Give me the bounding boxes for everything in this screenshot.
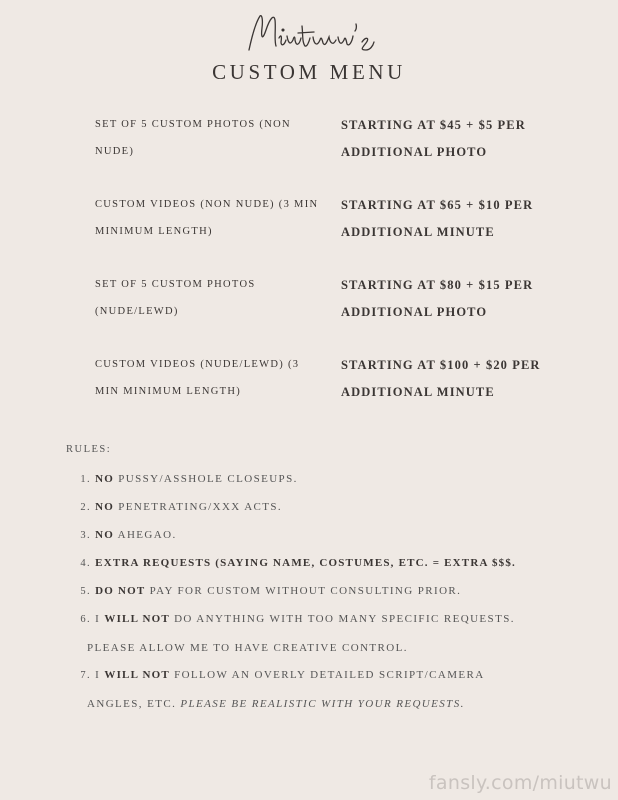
rule-item: [74, 493, 564, 522]
rule-emphasis: WILL NOT: [104, 613, 170, 625]
watermark: fansly.com/miutwu: [428, 772, 612, 794]
rule-text: PUSSY/ASSHOLE CLOSEUPS.: [114, 473, 298, 485]
rule-number: 5.: [80, 586, 91, 597]
rule-item: [74, 521, 564, 550]
rule-emphasis: WILL NOT: [104, 669, 170, 681]
rule-prefix: I: [95, 669, 105, 681]
rule-prefix: I: [95, 613, 105, 625]
rule-number: 3.: [80, 530, 91, 541]
rule-text: FOLLOW AN OVERLY DETAILED SCRIPT/CAMERA: [169, 669, 485, 681]
rule-item: [74, 577, 564, 606]
menu-item-name: SET OF 5 CUSTOM PHOTOS (NON NUDE): [95, 119, 291, 157]
rule-number: 1.: [80, 474, 91, 485]
rule-emphasis: NO: [95, 473, 115, 485]
rule-continuation-text: ANGLES, ETC.: [87, 698, 181, 710]
menu-item-name: SET OF 5 CUSTOM PHOTOS (NUDE/LEWD): [95, 279, 256, 317]
rule-number: 2.: [80, 502, 91, 513]
rules-heading: RULES:: [66, 444, 112, 455]
rule-emphasis: NO: [95, 529, 115, 541]
rule-text: DO ANYTHING WITH TOO MANY SPECIFIC REQUESTS.: [169, 613, 515, 625]
rule-emphasis: DO NOT: [95, 585, 146, 597]
rule-item: [74, 661, 564, 718]
rule-text: AHEGAO.: [114, 529, 177, 541]
menu-item-price: STARTING AT $80 + $15 PER ADDITIONAL PHOTO: [341, 278, 534, 319]
rule-italic-note: PLEASE BE REALISTIC WITH YOUR REQUESTS.: [180, 698, 465, 710]
menu-item-name: CUSTOM VIDEOS (NON NUDE) (3 MIN MINIMUM LENGTH): [95, 199, 319, 237]
menu-item-price: STARTING AT $100 + $20 PER ADDITIONAL MINUTE: [341, 358, 541, 399]
menu-item-name: CUSTOM VIDEOS (NUDE/LEWD) (3 MIN MINIMUM LENGTH): [95, 359, 300, 397]
rule-text: PENETRATING/XXX ACTS.: [114, 501, 283, 513]
page-title: CUSTOM MENU: [212, 60, 406, 84]
rule-number: 6.: [80, 614, 91, 625]
signature-logo: [0, 6, 618, 60]
rule-item: [74, 605, 564, 662]
rule-text: PAY FOR CUSTOM WITHOUT CONSULTING PRIOR.: [145, 585, 462, 597]
rule-emphasis: NO: [95, 501, 115, 513]
rule-item: [74, 549, 564, 578]
rule-number: 4.: [80, 558, 91, 569]
rule-continuation: PLEASE ALLOW ME TO HAVE CREATIVE CONTROL.: [87, 642, 408, 654]
signature-text: Miutwu's: [307, 58, 311, 59]
rule-continuation: [74, 690, 564, 718]
rule-emphasis: EXTRA REQUESTS (SAYING NAME, COSTUMES, ETC. = EXTRA $$$.: [95, 557, 517, 569]
menu-item-price: STARTING AT $65 + $10 PER ADDITIONAL MINUTE: [341, 198, 534, 239]
rule-item: [74, 465, 564, 494]
rule-number: 7.: [80, 670, 91, 681]
menu-item-price: STARTING AT $45 + $5 PER ADDITIONAL PHOTO: [341, 118, 526, 159]
